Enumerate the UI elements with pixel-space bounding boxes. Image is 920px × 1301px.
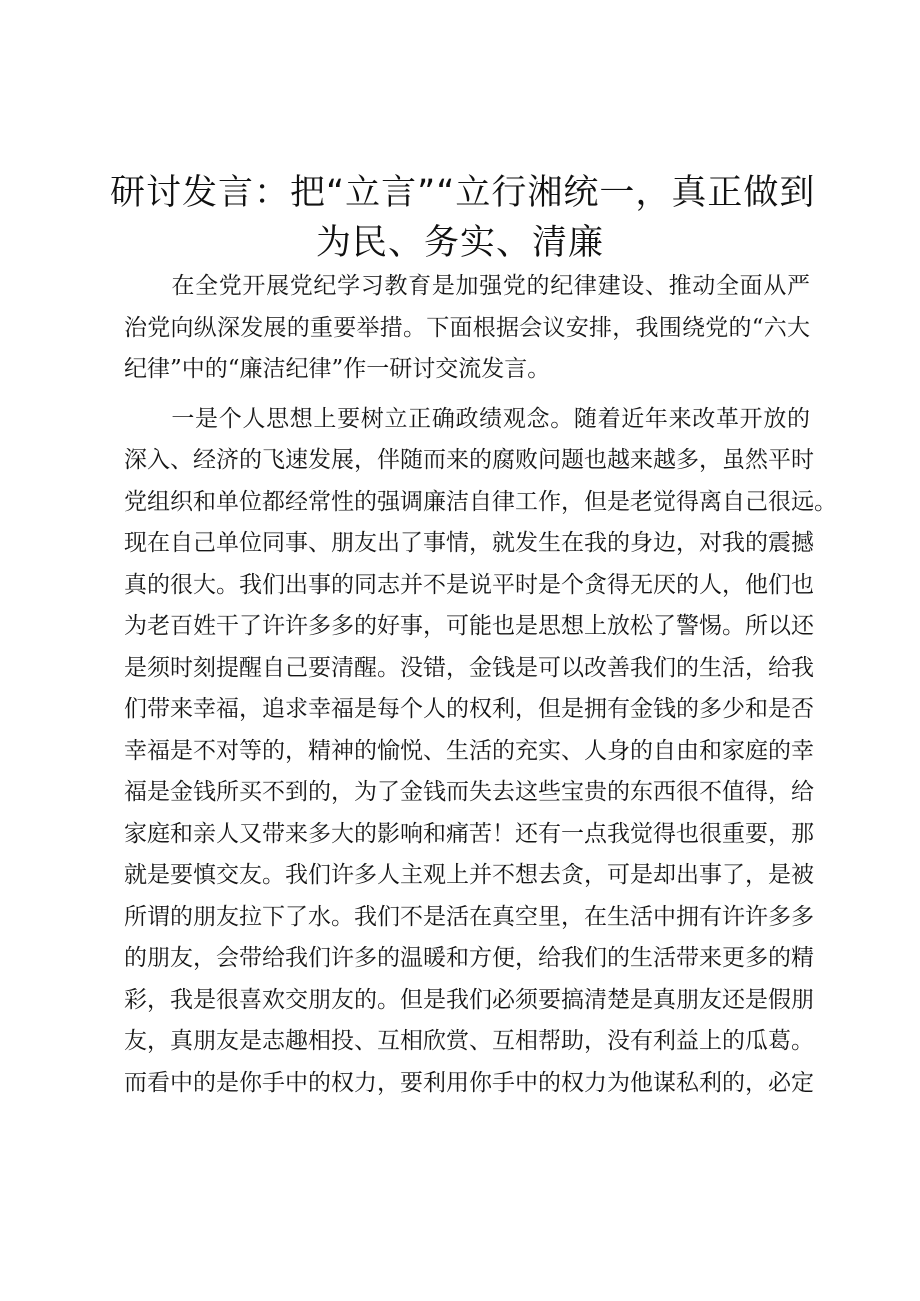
text-line: 在全党开展党纪学习教育是加强党的纪律建设、推动全面从严 [124,273,810,299]
text-line: 治党向纵深发展的重要举措。下面根据会议安排，我围绕党的“六大 [124,314,810,341]
text-line: 为老百姓干了许许多多的好事，可能也是思想上放松了警惕。所以还 [124,613,814,639]
text-line: 的朋友，会带给我们许多的温暖和方便，给我们的生活带来更多的精 [124,945,814,971]
document-body [124,266,837,1104]
paragraph-point-one [124,399,837,1105]
paragraph-gap [124,391,810,399]
text-line: 真的很大。我们出事的同志并不是说平时是个贪得无厌的人，他们也 [124,571,814,598]
text-line: 就是要慎交友。我们许多人主观上并不想去贪，可是却出事了，是被 [124,862,814,888]
text-line: 友，真朋友是志趣相投、互相欣赏、互相帮助，没有利益上的瓜葛。 [124,1028,814,1054]
text-line: 现在自己单位同事、朋友出了事情，就发生在我的身边，对我的震撼 [124,530,814,556]
text-line: 党组织和单位都经常性的强调廉洁自律工作，但是老觉得离自己很远。 [124,488,837,515]
text-line: 深入、经济的飞速发展，伴随而来的腐败问题也越来越多，虽然平时 [124,447,814,473]
text-line: 是须时刻提醒自己要清醒。没错，金钱是可以改善我们的生活，给我 [124,654,814,681]
text-line: 所谓的朋友拉下了水。我们不是活在真空里，在生活中拥有许许多多 [124,903,814,930]
text-line: 幸福是不对等的，精神的愉悦、生活的充实、人身的自由和家庭的幸 [124,737,814,764]
title-line-1: 研讨发言：把“立言”“立行湘统一，真正做到 [110,173,816,213]
title-line-2: 为民、务实、清廉 [315,223,604,263]
text-line: 家庭和亲人又带来多大的影响和痛苦！还有一点我觉得也很重要，那 [124,820,814,847]
text-line: 而看中的是你手中的权力，要利用你手中的权力为他谋私利的，必定 [124,1069,814,1096]
text-line: 福是金钱所买不到的，为了金钱而失去这些宝贵的东西很不值得，给 [124,779,814,805]
text-line: 彩，我是很喜欢交朋友的。但是我们必须要搞清楚是真朋友还是假朋 [124,986,814,1013]
text-line: 纪律”中的“廉洁纪律”作一研讨交流发言。 [124,356,551,382]
paragraph-intro [124,266,810,391]
document-title [110,168,816,268]
text-line: 一是个人思想上要树立正确政绩观念。随着近年来改革开放的 [124,405,810,432]
text-line: 们带来幸福，追求幸福是每个人的权利，但是拥有金钱的多少和是否 [124,696,814,722]
